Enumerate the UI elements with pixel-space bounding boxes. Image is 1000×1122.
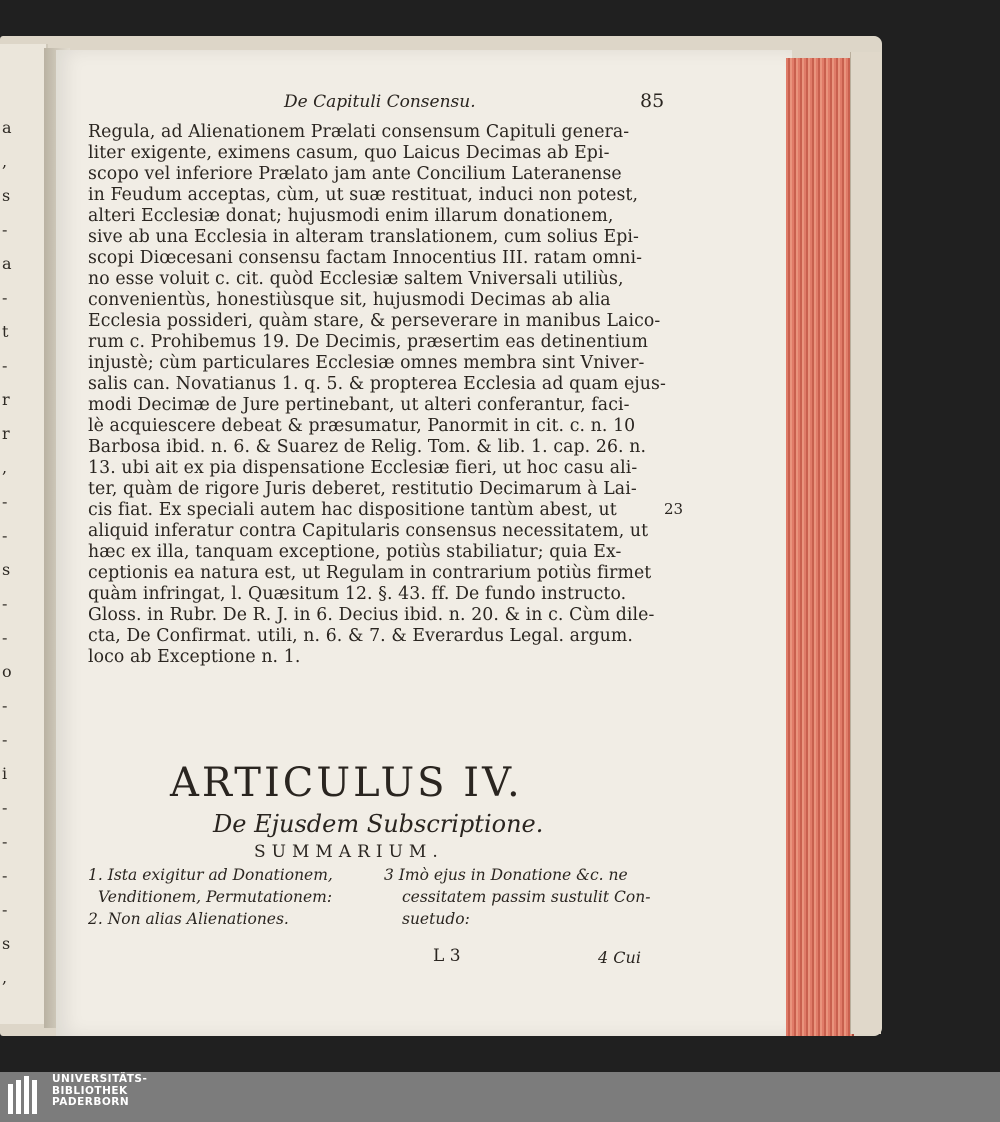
edge-character: a: [2, 118, 12, 137]
logo-line: PADERBORN: [52, 1096, 130, 1108]
signature-mark: L 3: [433, 946, 461, 966]
page-number: 85: [640, 90, 665, 112]
edge-character: -: [2, 730, 8, 749]
body-line: cta, De Confirmat. utili, n. 6. & 7. & Everardus Legal. argum.: [88, 626, 633, 646]
edge-character: -: [2, 900, 8, 919]
library-logo-icon: [8, 1076, 46, 1114]
footer-bar: [0, 1072, 1000, 1122]
body-line: modi Decimæ de Jure pertinebant, ut alteri conferantur, faci-: [88, 395, 630, 415]
edge-character: -: [2, 696, 8, 715]
body-line: ter, quàm de rigore Juris deberet, restitutio Decimarum à Lai-: [88, 479, 637, 499]
running-title: De Capituli Consensu.: [284, 92, 476, 112]
body-text: [88, 122, 684, 668]
summary-item: 3 Imò ejus in Donatione &c. ne: [384, 866, 628, 884]
body-line: aliquid inferatur contra Capitularis consensus necessitatem, ut: [88, 521, 649, 541]
edge-character: t: [2, 322, 9, 341]
article-title: ARTICULUS IV.: [170, 760, 523, 806]
body-line: sive ab una Ecclesia in alteram translationem, cum solius Epi-: [88, 227, 639, 247]
body-line: Ecclesia possideri, quàm stare, & perseverare in manibus Laico-: [88, 311, 661, 331]
body-line: salis can. Novatianus 1. q. 5. & propterea Ecclesia ad quam ejus-: [88, 374, 666, 394]
body-line: injustè; cùm particulares Ecclesiæ omnes membra sint Vniver-: [88, 353, 645, 373]
library-logo-text: [52, 1074, 147, 1109]
left-page: [0, 44, 48, 1024]
edge-character: o: [2, 662, 12, 681]
body-line: cis fiat. Ex speciali autem hac dispositione tantùm abest, ut: [88, 500, 617, 520]
catchword: 4 Cui: [598, 948, 641, 967]
edge-character: -: [2, 832, 8, 851]
article-subtitle: De Ejusdem Subscriptione.: [213, 810, 544, 838]
body-line: in Feudum acceptas, cùm, ut suæ restituat, induci non potest,: [88, 185, 639, 205]
summary-item: suetudo:: [402, 910, 470, 928]
edge-character: -: [2, 492, 8, 511]
edge-character: -: [2, 594, 8, 613]
body-line: lè acquiescere debeat & præsumatur, Panormit in cit. c. n. 10: [88, 416, 636, 436]
edge-character: ,: [2, 968, 8, 987]
body-line: no esse voluit c. cit. quòd Ecclesiæ saltem Vniversali utiliùs,: [88, 269, 624, 289]
body-line: scopo vel inferiore Prælato jam ante Concilium Lateranense: [88, 164, 622, 184]
body-line: hæc ex illa, tanquam exceptione, potiùs stabiliatur; quia Ex-: [88, 542, 622, 562]
edge-character: -: [2, 526, 8, 545]
body-line: loco ab Exceptione n. 1.: [88, 647, 301, 667]
body-line: 13. ubi ait ex pia dispensatione Ecclesiæ fieri, ut hoc casu ali-: [88, 458, 638, 478]
logo-line: BIBLIOTHEK: [52, 1084, 128, 1097]
body-line: rum c. Prohibemus 19. De Decimis, præsertim eas detinentium: [88, 332, 648, 352]
edge-character: -: [2, 628, 8, 647]
logo-line: UNIVERSITÄTS-: [52, 1073, 148, 1085]
edge-character: -: [2, 220, 8, 239]
summary-item: 1. Ista exigitur ad Donationem,: [88, 866, 333, 884]
edge-character: -: [2, 356, 8, 375]
edge-character: s: [2, 934, 11, 953]
summary-left-column: [88, 864, 333, 930]
body-line: ceptionis ea natura est, ut Regulam in contrarium potiùs firmet: [88, 563, 652, 583]
running-head: [88, 92, 668, 120]
body-line: Gloss. in Rubr. De R. J. in 6. Decius ibid. n. 20. & in c. Cùm dile-: [88, 605, 655, 625]
edge-character: -: [2, 866, 8, 885]
edge-character: ,: [2, 458, 8, 477]
body-line: Regula, ad Alienationem Prælati consensum Capituli genera-: [88, 122, 630, 142]
summary-item: cessitatem passim sustulit Con-: [402, 888, 651, 906]
edge-character: r: [2, 390, 10, 409]
edge-character: s: [2, 186, 11, 205]
edge-character: s: [2, 560, 11, 579]
body-line: Barbosa ibid. n. 6. & Suarez de Relig. Tom. & lib. 1. cap. 26. n.: [88, 437, 647, 457]
body-line: scopi Diœcesani consensu factam Innocentius III. ratam omni-: [88, 248, 643, 268]
body-line: alteri Ecclesiæ donat; hujusmodi enim illarum donationem,: [88, 206, 614, 226]
summary-item: 2. Non alias Alienationes.: [88, 910, 289, 928]
summary-item: Venditionem, Permutationem:: [98, 888, 333, 906]
summary-right-column: [384, 864, 650, 930]
edge-character: ,: [2, 152, 8, 171]
margin-number: 23: [664, 500, 684, 518]
cover-edge: [850, 52, 881, 1034]
edge-character: i: [2, 764, 8, 783]
body-line: quàm infringat, l. Quæsitum 12. §. 43. ff. De fundo instructo.: [88, 584, 627, 604]
edge-character: a: [2, 254, 12, 273]
body-line: liter exigente, eximens casum, quo Laicus Decimas ab Epi-: [88, 143, 610, 163]
page-edges: [786, 58, 854, 1036]
edge-character: r: [2, 424, 10, 443]
edge-character: -: [2, 798, 8, 817]
edge-character: -: [2, 288, 8, 307]
summary-heading: SUMMARIUM.: [254, 842, 444, 862]
body-line: convenientùs, honestiùsque sit, hujusmodi Decimas ab alia: [88, 290, 611, 310]
